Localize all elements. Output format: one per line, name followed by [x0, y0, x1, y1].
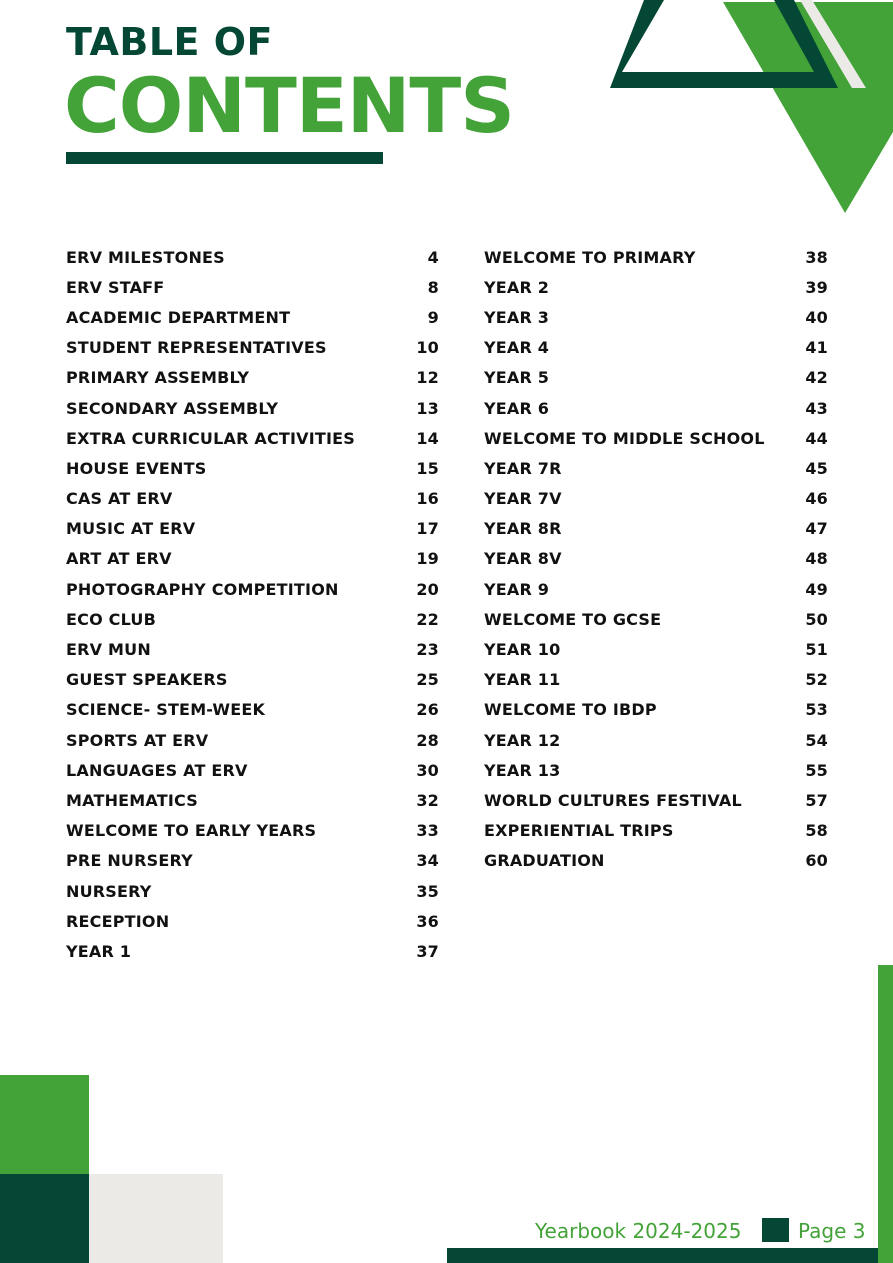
toc-entry-page: 28 [416, 730, 439, 750]
toc-entry [66, 544, 439, 574]
toc-entry-page: 36 [416, 911, 439, 931]
toc-entry-page: 37 [416, 941, 439, 961]
toc-entry-page: 23 [416, 640, 439, 660]
footer-separator-square [762, 1218, 789, 1242]
toc-entry-page: 55 [805, 760, 828, 780]
bottom-left-dark-block [0, 1174, 89, 1263]
toc-entry-title: YEAR 12 [484, 730, 561, 750]
title-underline-bar [66, 152, 383, 164]
toc-entry-title: ECO CLUB [66, 609, 156, 629]
toc-entry-page: 60 [805, 851, 828, 871]
toc-entry [66, 242, 439, 272]
toc-entry [484, 363, 828, 393]
toc-entry [66, 604, 439, 634]
toc-entry [484, 604, 828, 634]
toc-entry [484, 242, 828, 272]
toc-entry [66, 333, 439, 363]
toc-entry-page: 15 [416, 458, 439, 478]
toc-entry-title: ERV MUN [66, 640, 151, 660]
toc-entry-title: YEAR 11 [484, 670, 561, 690]
toc-entry-title: EXTRA CURRICULAR ACTIVITIES [66, 428, 356, 448]
toc-entry-title: SECONDARY ASSEMBLY [66, 398, 279, 418]
toc-entry-title: YEAR 10 [484, 640, 561, 660]
toc-entry [66, 665, 439, 695]
toc-entry [484, 544, 828, 574]
footer-page-label: Page 3 [798, 1219, 866, 1243]
toc-entry-page: 8 [427, 277, 439, 297]
toc-entry-title: ACADEMIC DEPARTMENT [66, 307, 291, 327]
toc-entry-title: GUEST SPEAKERS [66, 670, 228, 690]
toc-entry [484, 725, 828, 755]
toc-entry-title: ERV STAFF [66, 277, 165, 297]
toc-entry-title: YEAR 4 [484, 338, 550, 358]
toc-entry [484, 393, 828, 423]
toc-entry-page: 54 [805, 730, 828, 750]
toc-entry-page: 22 [416, 609, 439, 629]
toc-entry-title: SCIENCE- STEM-WEEK [66, 700, 266, 720]
toc-entry [484, 514, 828, 544]
toc-entry-page: 32 [416, 790, 439, 810]
toc-entry-title: HOUSE EVENTS [66, 458, 207, 478]
toc-entry-page: 49 [805, 579, 828, 599]
toc-entry-title: YEAR 2 [484, 277, 550, 297]
toc-entry-title: WELCOME TO IBDP [484, 700, 657, 720]
toc-entry-page: 46 [805, 489, 828, 509]
toc-entry [66, 785, 439, 815]
title-line-1: TABLE OF [66, 20, 274, 64]
toc-entry-page: 35 [416, 881, 439, 901]
toc-entry [484, 665, 828, 695]
toc-entry-page: 58 [805, 821, 828, 841]
toc-entry-title: EXPERIENTIAL TRIPS [484, 821, 674, 841]
toc-entry-page: 16 [416, 489, 439, 509]
toc-entry-title: YEAR 7R [484, 458, 562, 478]
toc-entry-page: 12 [416, 368, 439, 388]
toc-entry-title: CAS AT ERV [66, 489, 173, 509]
toc-entry-page: 38 [805, 247, 828, 267]
toc-entry [66, 876, 439, 906]
triangle-decoration [590, 0, 893, 220]
toc-entry-page: 26 [416, 700, 439, 720]
toc-entry-page: 43 [805, 398, 828, 418]
toc-entry [66, 453, 439, 483]
toc-entry [484, 423, 828, 453]
toc-entry-title: WELCOME TO GCSE [484, 609, 662, 629]
toc-entry [484, 272, 828, 302]
toc-entry [66, 634, 439, 664]
toc-entry-page: 10 [416, 338, 439, 358]
toc-entry-page: 9 [427, 307, 439, 327]
toc-entry [66, 725, 439, 755]
toc-entry [484, 695, 828, 725]
bottom-left-gray-block [89, 1174, 223, 1263]
toc-entry-page: 45 [805, 458, 828, 478]
toc-entry [66, 302, 439, 332]
toc-entry-page: 13 [416, 398, 439, 418]
toc-entry-page: 19 [416, 549, 439, 569]
toc-entry [484, 574, 828, 604]
toc-entry-page: 34 [416, 851, 439, 871]
toc-entry [66, 484, 439, 514]
toc-entry [484, 755, 828, 785]
toc-entry [484, 816, 828, 846]
toc-entry-page: 39 [805, 277, 828, 297]
toc-entry-page: 42 [805, 368, 828, 388]
toc-entry [66, 574, 439, 604]
toc-entry [66, 363, 439, 393]
toc-entry-title: MUSIC AT ERV [66, 519, 196, 539]
right-edge-green-bar [878, 965, 893, 1263]
toc-entry [484, 634, 828, 664]
toc-entry [484, 302, 828, 332]
toc-entry [66, 514, 439, 544]
toc-entry [66, 846, 439, 876]
toc-entry-page: 14 [416, 428, 439, 448]
toc-entry-title: PHOTOGRAPHY COMPETITION [66, 579, 339, 599]
toc-entry [484, 333, 828, 363]
toc-entry-title: NURSERY [66, 881, 152, 901]
toc-entry-page: 53 [805, 700, 828, 720]
toc-entry-title: STUDENT REPRESENTATIVES [66, 338, 327, 358]
toc-entry-title: YEAR 8R [484, 519, 562, 539]
toc-entry-page: 48 [805, 549, 828, 569]
toc-entry-title: YEAR 3 [484, 307, 550, 327]
toc-entry-page: 41 [805, 338, 828, 358]
toc-entry-title: ART AT ERV [66, 549, 172, 569]
toc-entry-page: 50 [805, 609, 828, 629]
toc-entry-title: YEAR 9 [484, 579, 550, 599]
toc-entry [484, 846, 828, 876]
toc-entry [484, 453, 828, 483]
toc-entry-title: LANGUAGES AT ERV [66, 760, 248, 780]
toc-entry [66, 936, 439, 966]
bottom-left-green-block [0, 1075, 89, 1175]
toc-entry-title: YEAR 6 [484, 398, 550, 418]
toc-entry [66, 393, 439, 423]
toc-entry-title: YEAR 5 [484, 368, 550, 388]
toc-entry-page: 33 [416, 821, 439, 841]
toc-entry-title: YEAR 13 [484, 760, 561, 780]
toc-entry-title: GRADUATION [484, 851, 605, 871]
toc-entry-title: MATHEMATICS [66, 790, 198, 810]
toc-entry [66, 755, 439, 785]
toc-entry-page: 51 [805, 640, 828, 660]
toc-entry [66, 272, 439, 302]
toc-entry-page: 52 [805, 670, 828, 690]
toc-entry-page: 47 [805, 519, 828, 539]
toc-entry-title: PRIMARY ASSEMBLY [66, 368, 250, 388]
toc-entry-title: PRE NURSERY [66, 851, 193, 871]
toc-entry-title: SPORTS AT ERV [66, 730, 209, 750]
toc-entry-title: WELCOME TO PRIMARY [484, 247, 696, 267]
toc-entry-page: 57 [805, 790, 828, 810]
toc-entry-page: 4 [427, 247, 439, 267]
toc-entry [484, 785, 828, 815]
footer-yearbook-label: Yearbook 2024-2025 [535, 1219, 742, 1243]
toc-entry-title: YEAR 1 [66, 941, 132, 961]
toc-right-column [484, 242, 828, 876]
toc-entry [66, 906, 439, 936]
toc-entry [484, 484, 828, 514]
toc-entry-page: 17 [416, 519, 439, 539]
toc-entry-title: YEAR 7V [484, 489, 562, 509]
toc-entry-title: ERV MILESTONES [66, 247, 225, 267]
toc-entry-title: RECEPTION [66, 911, 170, 931]
toc-entry [66, 695, 439, 725]
toc-entry [66, 816, 439, 846]
title-line-2: CONTENTS [64, 61, 514, 150]
toc-entry-title: WORLD CULTURES FESTIVAL [484, 790, 742, 810]
toc-entry-page: 40 [805, 307, 828, 327]
toc-entry-page: 44 [805, 428, 828, 448]
bottom-dark-bar [447, 1248, 878, 1263]
toc-entry-title: WELCOME TO MIDDLE SCHOOL [484, 428, 765, 448]
toc-entry-title: WELCOME TO EARLY YEARS [66, 821, 317, 841]
toc-entry [66, 423, 439, 453]
toc-entry-page: 25 [416, 670, 439, 690]
toc-entry-page: 20 [416, 579, 439, 599]
toc-entry-title: YEAR 8V [484, 549, 562, 569]
toc-left-column [66, 242, 439, 967]
toc-entry-page: 30 [416, 760, 439, 780]
